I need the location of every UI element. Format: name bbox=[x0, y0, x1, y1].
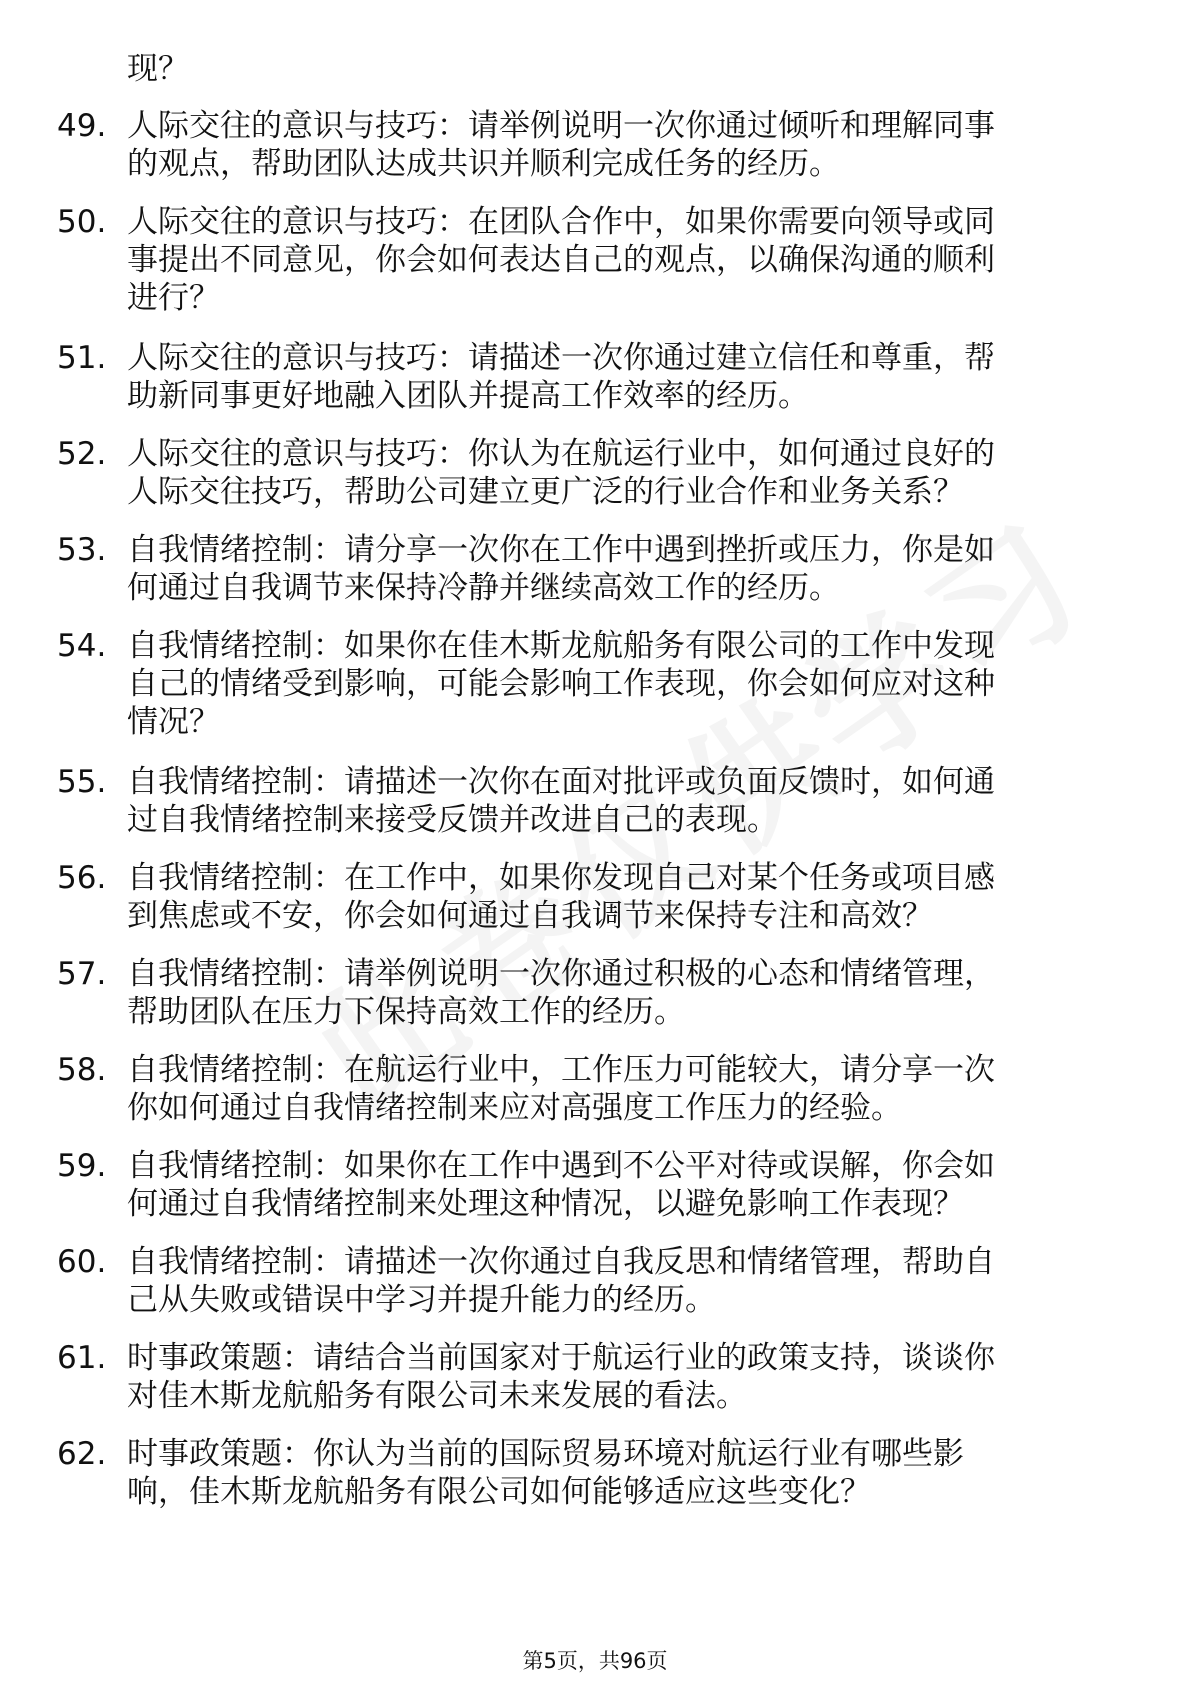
question-text: 自我情绪控制：请描述一次你在面对批评或负面反馈时，如何通 bbox=[127, 764, 995, 800]
question-text: 自我情绪控制：请举例说明一次你通过积极的心态和情绪管理， bbox=[127, 956, 995, 992]
question-text: 人际交往的意识与技巧：请描述一次你通过建立信任和尊重，帮 bbox=[127, 340, 995, 376]
question-text: 自我情绪控制：在工作中，如果你发现自己对某个任务或项目感 bbox=[127, 860, 995, 896]
question-number: 60. bbox=[57, 1244, 107, 1280]
question-number: 59. bbox=[57, 1148, 107, 1184]
question-text: 何通过自我调节来保持冷静并继续高效工作的经历。 bbox=[127, 570, 840, 606]
question-number: 53. bbox=[57, 532, 107, 568]
question-text: 你如何通过自我情绪控制来应对高强度工作压力的经验。 bbox=[127, 1090, 902, 1126]
question-number: 62. bbox=[57, 1436, 107, 1472]
question-number: 49. bbox=[57, 108, 107, 144]
question-number: 50. bbox=[57, 204, 107, 240]
question-number: 57. bbox=[57, 956, 107, 992]
question-number: 56. bbox=[57, 860, 107, 896]
question-text: 自己的情绪受到影响，可能会影响工作表现，你会如何应对这种 bbox=[127, 666, 995, 702]
continuation-text: 现？ bbox=[127, 51, 189, 87]
question-text: 自我情绪控制：请描述一次你通过自我反思和情绪管理，帮助自 bbox=[127, 1244, 995, 1280]
question-text: 过自我情绪控制来接受反馈并改进自己的表现。 bbox=[127, 802, 778, 838]
question-text: 人际交往的意识与技巧：请举例说明一次你通过倾听和理解同事 bbox=[127, 108, 995, 144]
question-text: 何通过自我情绪控制来处理这种情况，以避免影响工作表现？ bbox=[127, 1186, 964, 1222]
question-number: 58. bbox=[57, 1052, 107, 1088]
question-text: 己从失败或错误中学习并提升能力的经历。 bbox=[127, 1282, 716, 1318]
question-text: 响，佳木斯龙航船务有限公司如何能够适应这些变化？ bbox=[127, 1474, 871, 1510]
question-text: 进行？ bbox=[127, 280, 220, 316]
page-footer: 第5页，共96页 bbox=[522, 1649, 668, 1673]
question-text: 自我情绪控制：请分享一次你在工作中遇到挫折或压力，你是如 bbox=[127, 532, 995, 568]
question-number: 54. bbox=[57, 628, 107, 664]
question-text: 助新同事更好地融入团队并提高工作效率的经历。 bbox=[127, 378, 809, 414]
question-text: 时事政策题：请结合当前国家对于航运行业的政策支持，谈谈你 bbox=[127, 1340, 995, 1376]
question-text: 事提出不同意见，你会如何表达自己的观点，以确保沟通的顺利 bbox=[127, 242, 995, 278]
question-text: 情况？ bbox=[127, 704, 220, 740]
question-text: 帮助团队在压力下保持高效工作的经历。 bbox=[127, 994, 685, 1030]
question-text: 人际交往技巧，帮助公司建立更广泛的行业合作和业务关系？ bbox=[127, 474, 964, 510]
question-text: 自我情绪控制：如果你在工作中遇到不公平对待或误解，你会如 bbox=[127, 1148, 995, 1184]
question-text: 对佳木斯龙航船务有限公司未来发展的看法。 bbox=[127, 1378, 747, 1414]
question-text: 的观点，帮助团队达成共识并顺利完成任务的经历。 bbox=[127, 146, 840, 182]
question-number: 51. bbox=[57, 340, 107, 376]
question-text: 自我情绪控制：如果你在佳木斯龙航船务有限公司的工作中发现 bbox=[127, 628, 995, 664]
question-text: 自我情绪控制：在航运行业中，工作压力可能较大，请分享一次 bbox=[127, 1052, 995, 1088]
question-number: 61. bbox=[57, 1340, 107, 1376]
question-number: 52. bbox=[57, 436, 107, 472]
question-text: 时事政策题：你认为当前的国际贸易环境对航运行业有哪些影 bbox=[127, 1436, 964, 1472]
question-text: 人际交往的意识与技巧：你认为在航运行业中，如何通过良好的 bbox=[127, 436, 995, 472]
question-text: 人际交往的意识与技巧：在团队合作中，如果你需要向领导或同 bbox=[127, 204, 995, 240]
question-text: 到焦虑或不安，你会如何通过自我调节来保持专注和高效？ bbox=[127, 898, 933, 934]
question-number: 55. bbox=[57, 764, 107, 800]
